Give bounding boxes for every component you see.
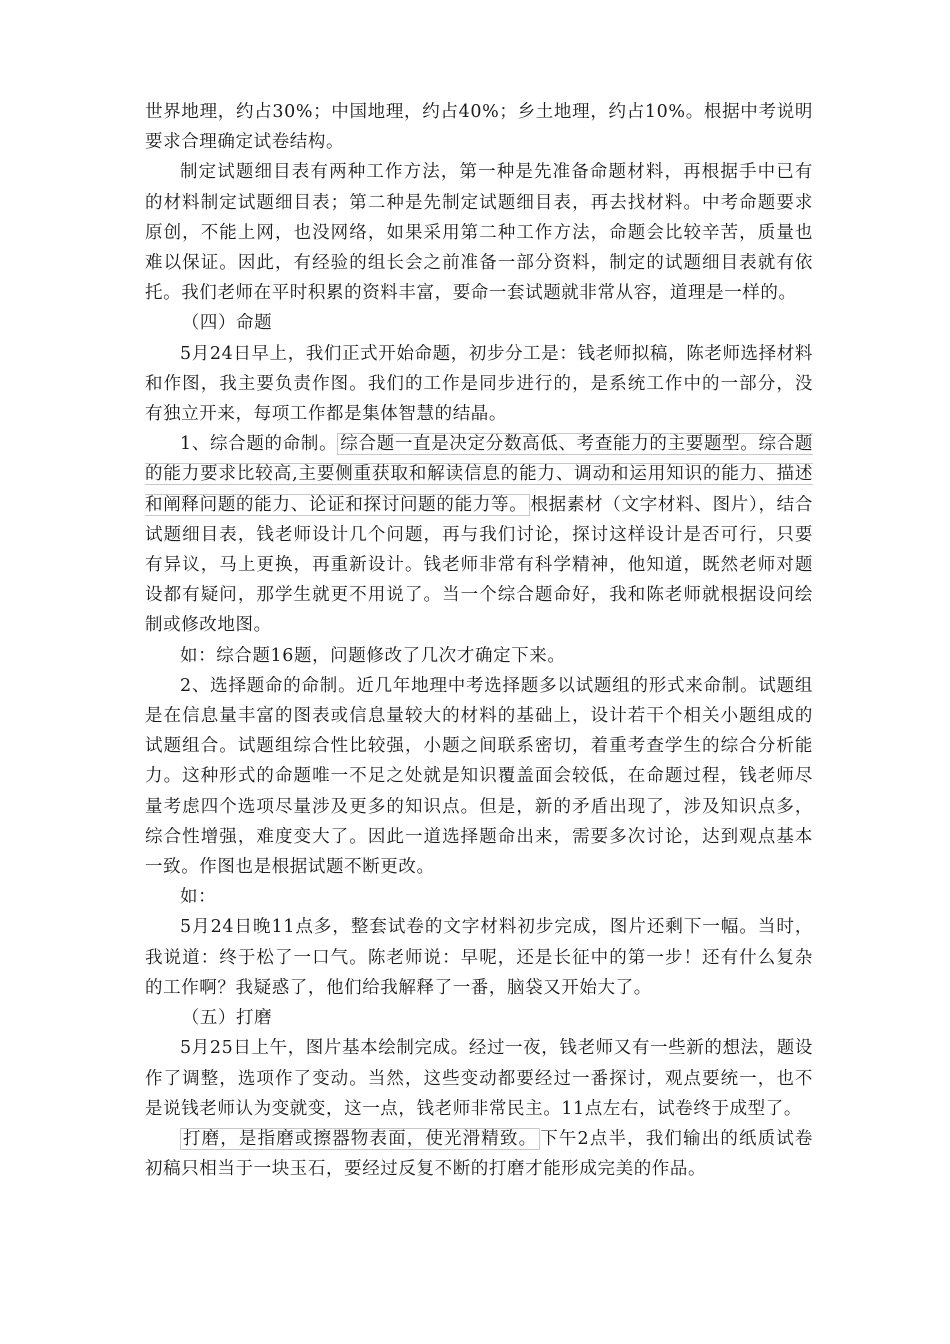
highlighted-passage-polishing: 打磨，是指磨或擦器物表面，使光滑精致。 (180, 1128, 540, 1150)
paragraph-may24-morning: 5月24日早上，我们正式开始命题，初步分工是：钱老师拟稿，陈老师选择材料和作图，我主要负责作图。我们的工作是同步进行的，是系统工作中的一部分，没有独立开来，每项工作都是集体智慧的结晶。 (145, 343, 813, 425)
paragraph-may25-morning: 5月25日上午，图片基本绘制完成。经过一夜，钱老师又有一些新的想法，题设作了调整，选项作了变动。当然，这些变动都要经过一番探讨，观点要统一，也不是说钱老师认为变就变，这一点，钱老师非常民主。11点左右，试卷终于成型了。 (145, 1038, 813, 1119)
section-heading-four: （四）命题 (181, 313, 273, 334)
paragraph-example-label: 如： (180, 887, 217, 908)
comprehensive-lead: 1、综合题的命制。 (180, 434, 338, 455)
paragraph-detail-table-methods: 制定试题细目表有两种工作方法，第一种是先准备命题材料，再根据手中已有的材料制定试题细目表；第二种是先制定试题细目表，再去找材料。中考命题要求原创，不能上网，也没网络，如果采用第二种工作方法，命题会比较辛苦，质量也难以保证。因此，有经验的组长会之前准备一部分资料，制定的试题细目表就有依托。我们老师在平时积累的资料丰富，要命一套试题就非常从容，道理是一样的。 (145, 162, 813, 304)
paragraph-polishing (145, 1124, 813, 1184)
document-body (145, 97, 813, 1184)
highlighted-passage-comprehensive: 综合题一直是决定分数高低、考查能力的主要题型。综合题的能力要求比较高,主要侧重获取和解读信息的能力、调动和运用知识的能力、描述和阐释问题的能力、论证和探讨问题的能力等。 (145, 434, 813, 515)
section-heading-five: （五）打磨 (181, 1008, 273, 1029)
paragraph-comprehensive-question (145, 429, 813, 640)
paragraph-choice-question: 2、选择题命的命制。近几年地理中考选择题多以试题组的形式来命制。试题组是在信息量丰富的图表或信息量较大的材料的基础上，设计若干个相关小题组成的试题组合。试题组综合性比较强，小题之间联系密切，着重考查学生的综合分析能力。这种形式的命题唯一不足之处就是知识覆盖面会较低，在命题过程，钱老师尽量考虑四个选项尽量涉及更多的知识点。但是，新的矛盾出现了，涉及知识点多，综合性增强，难度变大了。因此一道选择题命出来，需要多次讨论，达到观点基本一致。作图也是根据试题不断更改。 (145, 675, 813, 878)
paragraph-example-q16: 如：综合题16题，问题修改了几次才确定下来。 (180, 645, 566, 666)
comprehensive-rest: 根据素材（文字材料、图片），结合试题细目表，钱老师设计几个问题，再与我们讨论，探讨这样设计是否可行，只要有异议，马上更换，再重新设计。钱老师非常有科学精神，他知道，既然老师对题设都有疑问，那学生就更不用说了。当一个综合题命好，我和陈老师就根据设问绘制或修改地图。 (145, 494, 813, 636)
paragraph-geography-ratio: 世界地理，约占30%；中国地理，约占40%；乡土地理，约占10%。根据中考说明要求合理确定试卷结构。 (145, 102, 813, 153)
polishing-rest: 下午2点半，我们输出的纸质试卷初稿只相当于一块玉石，要经过反复不断的打磨才能形成完美的作品。 (145, 1128, 813, 1180)
paragraph-may24-evening: 5月24日晚11点多，整套试卷的文字材料初步完成，图片还剩下一幅。当时，我说道：终于松了一口气。陈老师说：早呢，还是长征中的第一步！还有什么复杂的工作啊？我疑惑了，他们给我解释了一番，脑袋又开始大了。 (145, 917, 813, 998)
